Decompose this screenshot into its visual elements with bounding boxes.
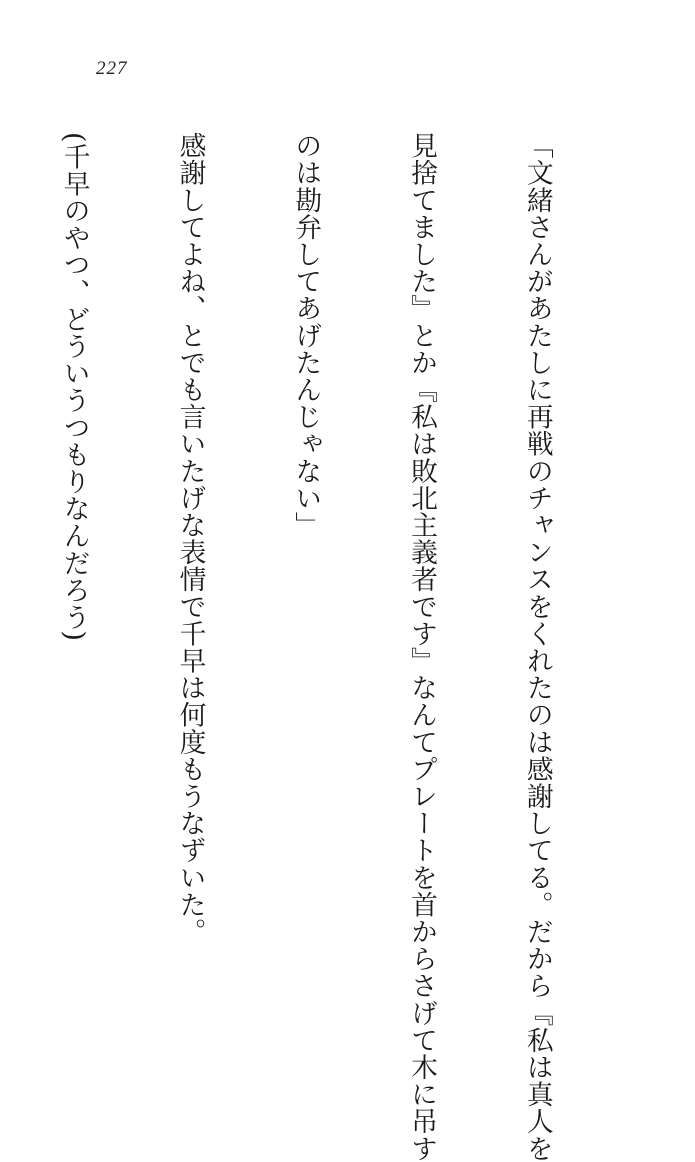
- text-line: のは勘弁してあげたんじゃない」: [290, 132, 322, 539]
- text-line: 「文緒さんがあたしに再戦のチャンスをくれたのは感謝してる。だから『私は真人を: [521, 132, 553, 1162]
- page-number: 227: [96, 58, 128, 79]
- text-line: 見捨てました』とか『私は敗北主義者です』なんてプレートを首からさげて木に吊す: [406, 132, 438, 1162]
- body-text: [0, 132, 633, 1162]
- text-line: (千早のやつ、どういうつもりなんだろう): [58, 132, 90, 642]
- text-line: 感謝してよね、とでも言いたげな表情で千早は何度もうなずいた。: [174, 132, 206, 945]
